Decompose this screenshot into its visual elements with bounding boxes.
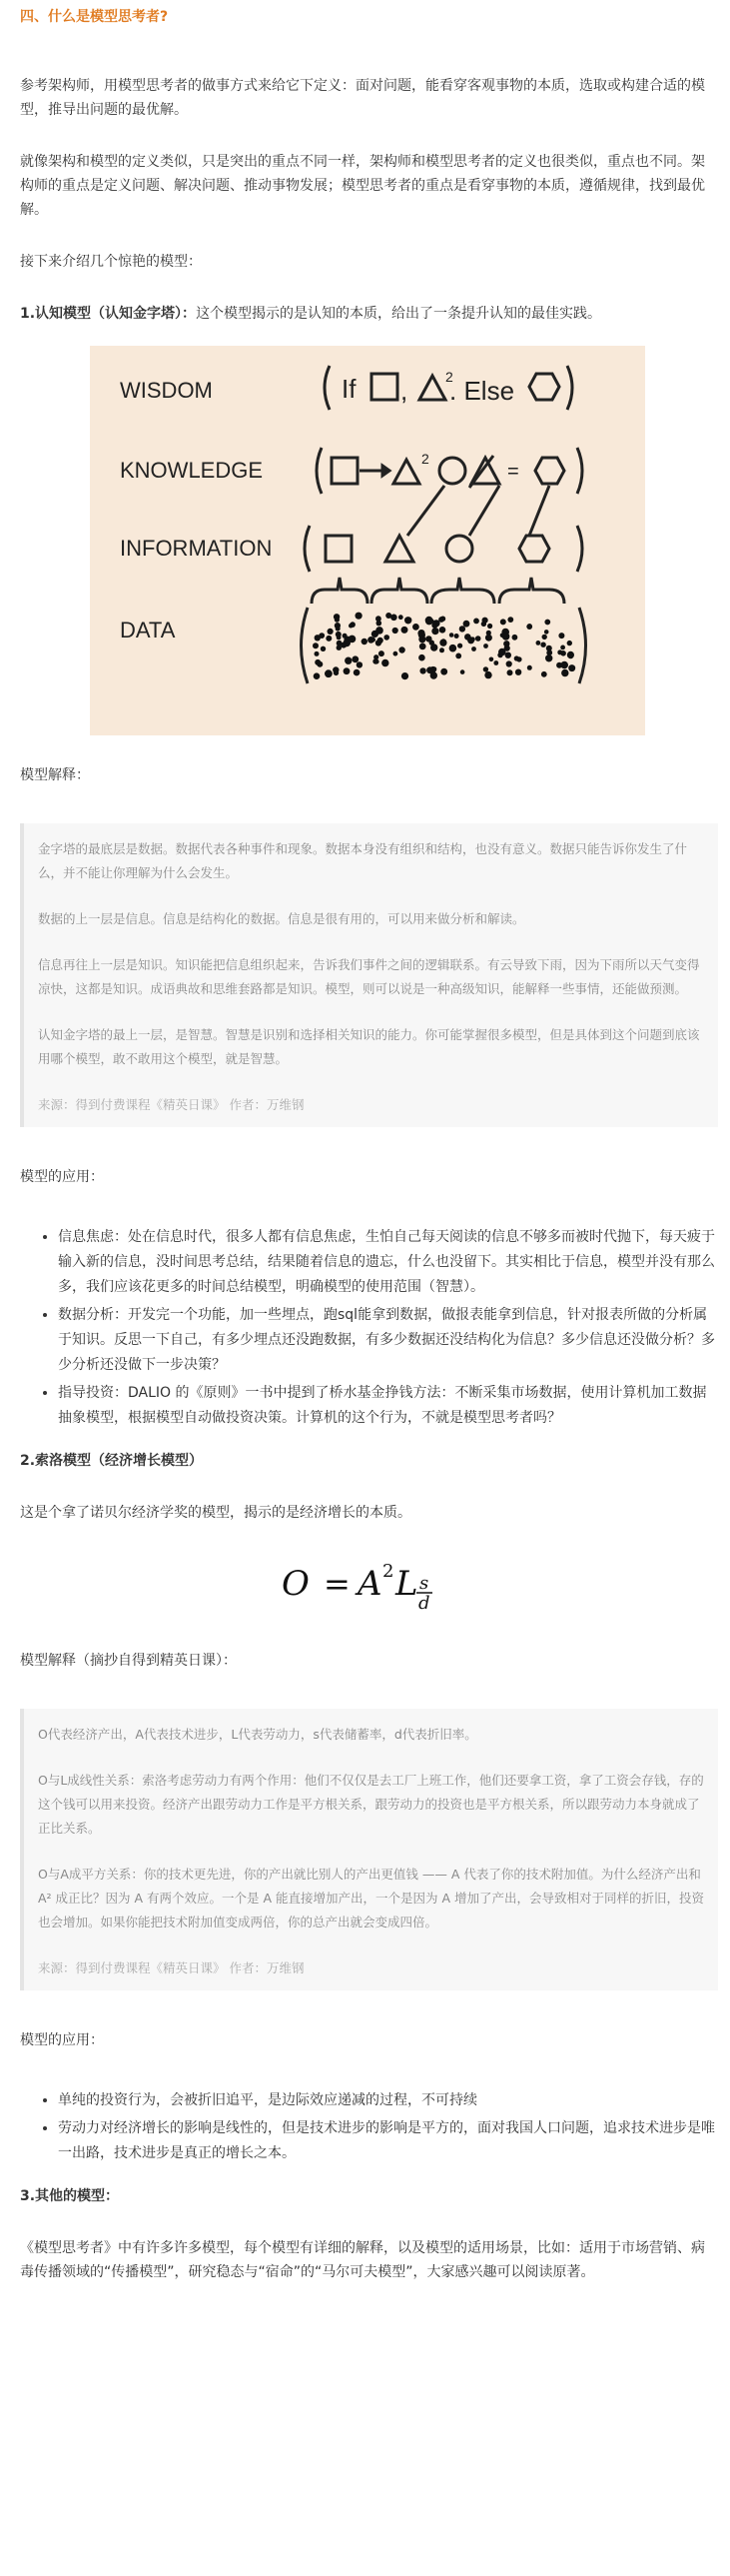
data-dot	[419, 644, 426, 650]
data-dot	[345, 657, 352, 664]
model1-quote-source: 来源：得到付费课程《精英日课》 作者：万维钢	[38, 1097, 305, 1112]
data-dot	[507, 617, 513, 623]
data-dot	[506, 660, 512, 666]
data-dot	[418, 654, 425, 661]
pyramid-svg	[90, 346, 645, 735]
data-dot	[336, 627, 341, 632]
data-dot	[419, 667, 425, 673]
data-dot	[377, 638, 383, 644]
list-item: • 单纯的投资行为，会被折旧追平，是边际效应递减的过程，不可持续	[58, 2088, 718, 2113]
data-dot	[404, 617, 411, 624]
data-dot	[383, 635, 389, 641]
data-dot	[392, 628, 398, 634]
wisdom-triangle	[419, 376, 445, 400]
information-bracket-left	[305, 526, 310, 572]
data-dot	[483, 666, 488, 671]
formula-svg	[270, 1549, 469, 1619]
model2-heading: 2.索洛模型（经济增长模型）	[20, 1453, 204, 1469]
data-dot	[484, 671, 491, 678]
model3-desc: 《模型思考者》中有许多许多模型，每个模型有详细的解释，以及模型的适用场景，比如：适用于市场营销、病毒传播领域的“传播模型”，研究稳态与“宿命”的“马尔可夫模型”，大家感兴趣可以阅读原著。	[20, 2240, 705, 2280]
data-dot	[440, 640, 446, 645]
data-dot	[541, 671, 547, 677]
formula-d: d	[417, 1593, 430, 1614]
data-dot	[439, 627, 446, 634]
data-dot	[438, 617, 444, 623]
data-dot	[475, 636, 481, 642]
wisdom-square	[371, 374, 397, 400]
data-dot	[504, 645, 510, 651]
data-dot	[326, 636, 332, 642]
data-dot	[561, 669, 568, 676]
intro-paragraph-3: 接下来介绍几个惊艳的模型：	[20, 254, 202, 270]
data-dot	[430, 644, 437, 650]
data-dots	[313, 613, 575, 680]
data-dot	[487, 624, 492, 629]
wisdom-bracket-left	[325, 366, 330, 410]
data-bracket-left	[302, 608, 309, 683]
wisdom-hexagon	[529, 374, 559, 400]
label-data: DATA	[120, 618, 176, 643]
data-dot	[493, 660, 498, 665]
data-dot	[449, 633, 454, 638]
data-dot	[334, 670, 339, 675]
brace-1	[312, 578, 367, 604]
formula-equals: =	[323, 1565, 351, 1603]
model2-app-list	[20, 2088, 718, 2166]
formula-l: L	[394, 1564, 418, 1604]
data-bracket-right	[579, 608, 586, 683]
data-dot	[459, 626, 465, 632]
solow-formula	[20, 1549, 718, 1619]
formula-exponent: 2	[381, 1561, 393, 1582]
data-dot	[471, 646, 476, 651]
model1-app-label: 模型的应用：	[20, 1169, 104, 1185]
data-dot	[567, 641, 572, 645]
data-dot	[460, 669, 465, 674]
data-dot	[412, 624, 419, 631]
link-2	[469, 486, 499, 536]
data-dot	[560, 645, 565, 650]
information-circle	[446, 536, 472, 562]
model2-desc: 这是个拿了诺贝尔经济学奖的模型，揭示的是经济增长的本质。	[20, 1505, 411, 1521]
list-item: • 指导投资：DALIO 的《原则》一书中提到了桥水基金挣钱方法：不断采集市场数据，使用计算机加工数据抽象模型，根据模型自动做投资决策。计算机的这个行为，不就是模型思考者吗？	[58, 1381, 718, 1431]
data-dot	[344, 667, 351, 674]
model2-app-label: 模型的应用：	[20, 2032, 104, 2048]
model1-explain-label: 模型解释：	[20, 767, 90, 783]
data-dot	[376, 621, 382, 627]
data-dot	[485, 635, 492, 642]
data-dot	[507, 669, 513, 675]
data-dot	[431, 628, 438, 635]
data-dot	[372, 658, 378, 664]
data-dot	[464, 634, 471, 641]
data-dot	[370, 638, 375, 643]
model1-quote-p3: 信息再往上一层是知识。知识能把信息组织起来，告诉我们事件之间的逻辑联系。有云导致下雨，因为下雨所以天气变得凉快，这都是知识。成语典故和思维套路都是知识。模型，则可以说是一种高级知识，能解释一些事情，还能做预测。	[38, 957, 700, 996]
data-dot	[352, 655, 359, 662]
knowledge-arrowhead	[382, 466, 389, 476]
data-dot	[439, 647, 444, 652]
model1-desc: 这个模型揭示的是认知的本质，给出了一条提升认知的最佳实践。	[196, 306, 602, 322]
model1-intro	[20, 302, 718, 326]
data-dot	[378, 650, 384, 656]
wisdom-else: . Else	[449, 376, 515, 406]
data-dot	[545, 654, 552, 661]
knowledge-triangle	[393, 460, 419, 484]
data-dot	[500, 634, 505, 639]
data-dot	[544, 620, 550, 626]
data-dot	[418, 636, 425, 643]
information-hexagon	[519, 536, 549, 562]
data-dot	[398, 615, 403, 620]
cognitive-pyramid-figure	[90, 346, 645, 735]
model1-app-list	[20, 1225, 718, 1431]
data-dot	[375, 627, 383, 635]
brace-4	[499, 578, 564, 604]
data-dot	[540, 643, 545, 647]
brace-2	[371, 578, 427, 604]
data-dot	[454, 634, 459, 639]
data-dot	[425, 636, 431, 642]
data-dot	[455, 653, 461, 659]
data-dot	[343, 634, 348, 639]
information-square	[326, 536, 352, 562]
data-dot	[325, 669, 333, 677]
knowledge-exponent: 2	[421, 451, 429, 467]
data-dot	[544, 630, 549, 635]
label-knowledge: KNOWLEDGE	[120, 458, 264, 483]
model3-heading: 3.其他的模型：	[20, 2188, 120, 2204]
information-bracket-right	[577, 526, 582, 572]
link-3	[529, 486, 549, 536]
knowledge-bracket-left	[317, 448, 322, 494]
data-dot	[354, 669, 361, 676]
wisdom-comma: ,	[400, 376, 408, 406]
link-1	[407, 486, 444, 536]
data-dot	[335, 618, 340, 623]
model2-quote-p1: O代表经济产出，A代表技术进步，L代表劳动力，s代表储蓄率，d代表折旧率。	[38, 1727, 477, 1742]
model1-quote-p4: 认知金字塔的最上一层，是智慧。智慧是识别和选择相关知识的能力。你可能掌握很多模型，但是具体到这个问题到底该用哪个模型，敢不敢用这个模型，就是智慧。	[38, 1027, 700, 1066]
label-information: INFORMATION	[120, 536, 273, 561]
data-dot	[527, 665, 532, 670]
formula-s: s	[418, 1573, 428, 1594]
model1-quote	[20, 823, 718, 1127]
data-dot	[457, 644, 462, 648]
wisdom-if: If	[342, 374, 357, 404]
model2-quote-p2: O与L成线性关系：索洛考虑劳动力有两个作用：他们不仅仅是去工厂上班工作，他们还要拿工资，拿了工资会存钱，存的这个钱可以用来投资。经济产出跟劳动力工作是平方根关系，跟劳动力的投资也是平方根关系，所以跟劳动力本身就成了正比关系。	[38, 1773, 704, 1836]
knowledge-bracket-right	[577, 448, 582, 494]
data-dot	[328, 629, 334, 635]
model1-quote-p1: 金字塔的最底层是数据。数据代表各种事件和现象。数据本身没有组织和结构，也没有意义。数据只能告诉你发生了什么，并不能让你理解为什么会发生。	[38, 841, 688, 880]
data-dot	[505, 652, 511, 658]
data-dot	[313, 643, 319, 648]
label-wisdom: WISDOM	[120, 378, 213, 403]
data-dot	[526, 624, 532, 630]
data-dot	[542, 635, 547, 640]
knowledge-square	[332, 458, 358, 484]
data-dot	[473, 619, 479, 625]
data-dot	[470, 637, 475, 642]
data-dot	[515, 669, 521, 675]
data-dot	[425, 617, 433, 625]
data-dot	[483, 644, 488, 648]
data-dot	[431, 623, 437, 629]
wisdom-bracket-right	[567, 366, 572, 410]
data-dot	[350, 622, 356, 628]
data-dot	[557, 649, 562, 654]
knowledge-equals: =	[507, 461, 519, 483]
knowledge-circle	[439, 458, 465, 484]
data-dot	[514, 655, 519, 660]
section-title: 四、什么是模型思考者?	[20, 9, 169, 25]
data-dot	[558, 633, 564, 639]
data-dot	[337, 645, 342, 650]
model2-quote-p3: O与A成平方关系：你的技术更先进，你的产出就比别人的产出更值钱 —— A 代表了你的技术附加值。为什么经济产出和 A² 成正比？因为 A 有两个效应。一个是 A 能直接增加产出，一个是因为 A 增加了产出，会导致相对于同样的折旧，投资也会增加。如果你能把技术附加值变成两倍，你的总产出就会变成四倍。	[38, 1867, 705, 1930]
formula-o: O	[281, 1564, 310, 1604]
data-dot	[381, 659, 388, 666]
data-dot	[463, 621, 470, 628]
intro-paragraph-1: 参考架构师，用模型思考者的做事方式来给它下定义：面对问题，能看穿客观事物的本质，选取或构建合适的模型，推导出问题的最优解。	[20, 78, 705, 118]
data-dot	[356, 613, 363, 620]
knowledge-hexagon	[535, 458, 564, 484]
model2-quote-source: 来源：得到付费课程《精英日课》 作者：万维钢	[38, 1960, 305, 1975]
data-dot	[393, 651, 398, 656]
model1-heading: 1.认知模型（认知金字塔）：	[20, 306, 197, 322]
intro-paragraph-2: 就像架构和模型的定义类似，只是突出的重点不同一样，架构师和模型思考者的定义也很类似，重点也不同。架构师的重点是定义问题、解决问题、推动事物发展；模型思考者的重点是看穿事物的本质，遵循规律，找到最优解。	[20, 154, 705, 218]
list-item: • 劳动力对经济增长的影响是线性的，但是技术进步的影响是平方的，面对我国人口问题，追求技术进步是唯一出路，技术进步是真正的增长之本。	[58, 2116, 718, 2166]
model2-explain-label: 模型解释（摘抄自得到精英日课）：	[20, 1653, 237, 1669]
data-dot	[401, 627, 408, 634]
data-dot	[349, 636, 357, 644]
formula-a: A	[357, 1564, 382, 1604]
data-dot	[315, 635, 321, 641]
data-dot	[362, 639, 367, 644]
data-dot	[500, 619, 506, 625]
list-item: • 信息焦虑：处在信息时代，很多人都有信息焦虑，生怕自己每天阅读的信息不够多而被时代抛下，每天疲于输入新的信息，没时间思考总结，结果随着信息的遗忘，什么也没留下。其实相比于信息，模型并没有那么多，我们应该花更多的时间总结模型，明确模型的使用范围（智慧）。	[58, 1225, 718, 1300]
information-triangle	[385, 536, 413, 562]
wisdom-exponent: 2	[445, 369, 453, 385]
data-dot	[385, 613, 391, 619]
data-dot	[512, 635, 518, 641]
data-dot	[536, 641, 541, 645]
data-dot	[440, 668, 447, 675]
data-dot	[398, 646, 404, 652]
list-item: • 数据分析：开发完一个功能，加一些埋点，跑sql能拿到数据，做报表能拿到信息，针对报表所做的分析属于知识。反思一下自己，有多少埋点还没跑数据，有多少数据还没结构化为信息？多少信息还没做分析？多少分析还没做下一步决策？	[58, 1303, 718, 1378]
data-dot	[321, 646, 326, 651]
data-dot	[317, 661, 323, 667]
data-dot	[401, 672, 408, 679]
data-dot	[568, 653, 573, 658]
data-dot	[315, 651, 320, 656]
data-dot	[481, 622, 486, 627]
data-dot	[337, 636, 342, 641]
model2-quote	[20, 1709, 718, 1990]
model1-quote-p2: 数据的上一层是信息。信息是结构化的数据。信息是很有用的，可以用来做分析和解读。	[38, 911, 525, 926]
data-dot	[489, 657, 494, 662]
data-dot	[449, 644, 457, 652]
data-dot	[314, 672, 321, 679]
brace-3	[431, 578, 494, 604]
data-dot	[560, 661, 568, 669]
data-dot	[357, 661, 363, 667]
data-dot	[568, 664, 575, 671]
data-dot	[431, 666, 436, 671]
